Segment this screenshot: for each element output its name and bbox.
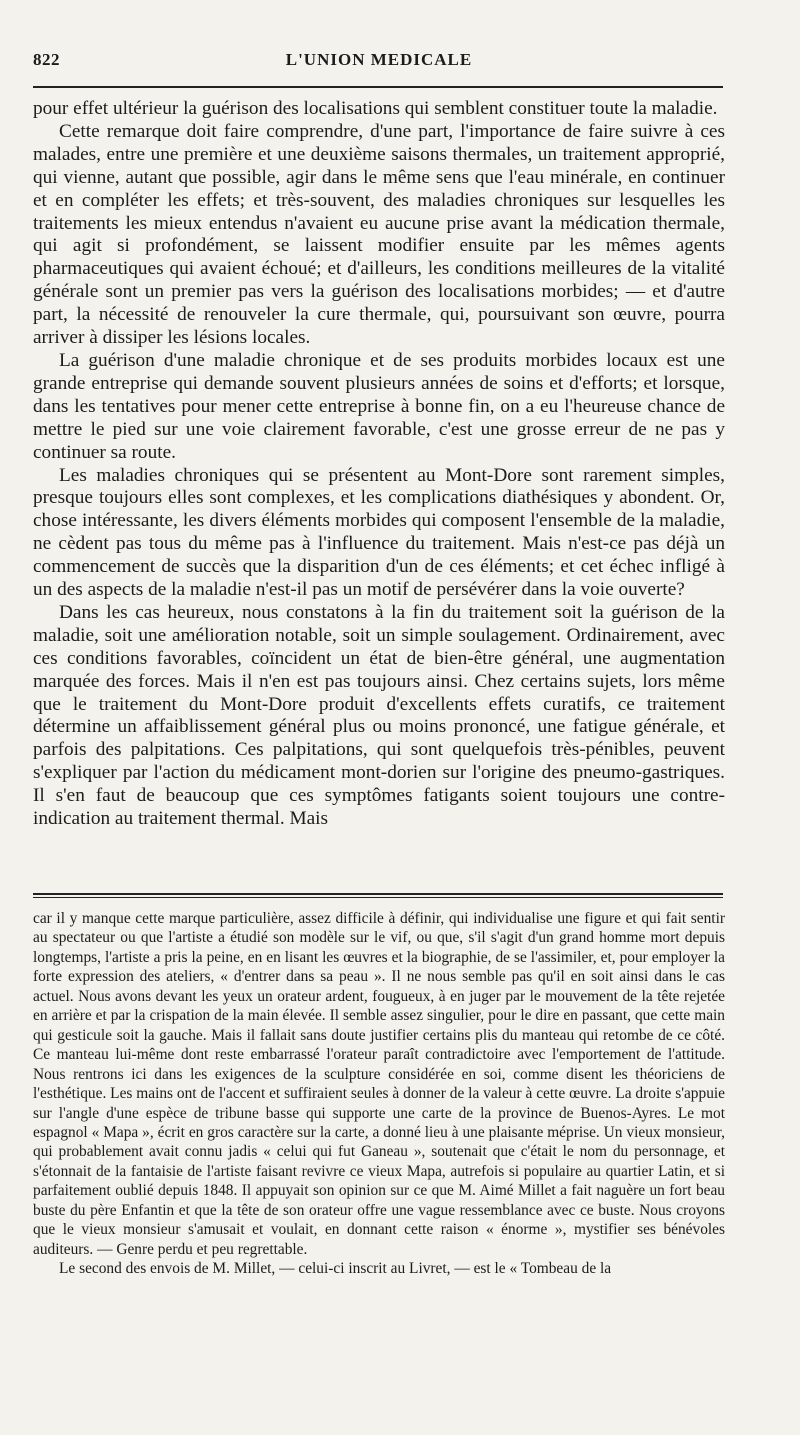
footnote-text [33, 909, 725, 1279]
body-paragraph: pour effet ultérieur la guérison des localisations qui semblent constituer toute la maladie. [33, 98, 718, 119]
body-paragraph: La guérison d'une maladie chronique et de ses produits morbides locaux est une grande entreprise qui demande souvent plusieurs années de soins et d'efforts; et lorsque, dans les tentatives pour mener cette entreprise à bonne fin, on a eu l'heureuse chance de mettre le pied sur une voie clairement favorable, c'est une grosse erreur de ne pas y continuer sa route. [33, 349, 725, 463]
page-number: 822 [33, 50, 60, 69]
header-rule [33, 86, 723, 88]
footnote-separator-rule [33, 893, 723, 898]
body-paragraph: Cette remarque doit faire comprendre, d'une part, l'importance de faire suivre à ces malades, entre une première et une deuxième saisons thermales, un traitement approprié, qui vienne, autant que possible, agir dans le même sens que l'eau minérale, en continuer et en compléter les effets; et très-souvent, des maladies chroniques sur lesquelles les traitements les mieux entendus n'avaient eu aucune prise avant la médication thermale, qui agit si profondément, se laissent modifier ensuite par les mêmes agents pharmaceutiques qui avaient échoué; et d'ailleurs, les conditions meilleures de la vitalité générale sont un premier pas vers la guérison des localisations morbides; — et d'autre part, la nécessité de renouveler la cure thermale, qui, poursuivant son œuvre, pourra arriver à dissiper les lésions locales. [33, 120, 725, 349]
main-body-text [33, 98, 725, 831]
body-paragraph: Dans les cas heureux, nous constatons à la fin du traitement soit la guérison de la maladie, soit une amélioration notable, soit un simple soulagement. Ordinairement, avec ces conditions favorables, coïncident un état de bien-être général, une augmentation marquée des forces. Mais il n'en est pas toujours ainsi. Chez certains sujets, lors même que le traitement du Mont-Dore produit d'excellents effets curatifs, ce traitement détermine un affaiblissement général plus ou moins prononcé, une fatigue générale, et parfois des palpitations. Ces palpitations, qui sont quelquefois très-pénibles, peuvent s'expliquer par l'action du médicament mont-dorien sur l'origine des pneumo-gastriques. Il s'en faut de beaucoup que ces symptômes fatigants soient toujours une contre-indication au traitement thermal. Mais [33, 601, 725, 830]
footnote-paragraph: car il y manque cette marque particulière, assez difficile à définir, qui individualise une figure et qui fait sentir au spectateur ou que l'artiste a étudié son modèle sur le vif, ou que, s'il s'agit d'un grand homme mort depuis longtemps, l'artiste a pris la peine, en en lisant les œuvres et la biographie, de se l'assimiler, et, pour employer la forte expression des ateliers, « d'entrer dans sa peau ». Il ne nous semble pas qu'il en soit ainsi dans le cas actuel. Nous avons devant les yeux un orateur ardent, fougueux, à en juger par le mouvement de la tête rejetée en arrière et par la crispation de la main élevée. Il semble assez singulier, pour le dire en passant, que cette main qui gesticule soit la gauche. Mais il fallait sans doute justifier certains plis du manteau qui retombe de ce côté. Ce manteau lui-même dont reste embarrassé l'orateur paraît contradictoire avec l'emportement de l'attitude. Nous rentrons ici dans les exigences de la sculpture considérée en soi, comme disent les théoriciens de l'esthétique. Les mains ont de l'accent et suffiraient seules à donner de la valeur à cette œuvre. La droite s'appuie sur l'angle d'une espèce de tribune basse qui supporte une carte de la province de Buenos-Ayres. Le mot espagnol « Mapa », écrit en gros caractère sur la carte, a donné lieu à une plaisante méprise. Un vieux monsieur, qui probablement avait connu jadis « celui qui fut Ganeau », soutenait que c'était le nom du personnage, et s'étonnait de la fantaisie de l'artiste faisant revivre ce vieux Mapa, autrefois si populaire au quartier Latin, et si parfaitement oublié depuis 1848. Il appuyait son opinion sur ce que M. Aimé Millet a fait naguère un fort beau buste du père Enfantin et que la tête de son orateur offre une vague ressemblance avec ce buste. Nous croyons que le vieux monsieur s'amusait et voulait, en donnant cette raison « énorme », mystifier ses bénévoles auditeurs. — Genre perdu et peu regrettable. [33, 910, 725, 1258]
body-paragraph: Les maladies chroniques qui se présentent au Mont-Dore sont rarement simples, presque toujours elles sont complexes, et les complications diathésiques y abondent. Or, chose intéressante, les divers éléments morbides qui composent l'ensemble de la maladie, ne cèdent pas tous du même pas à l'influence du traitement. Mais n'est-ce pas déjà un commencement de succès que la disparition d'un de ces éléments; et cet échec infligé à un des aspects de la maladie n'est-il pas un motif de persévérer dans la voie ouverte? [33, 464, 725, 601]
running-title: L'UNION MEDICALE [285, 50, 473, 69]
footnote-paragraph: Le second des envois de M. Millet, — celui-ci inscrit au Livret, — est le « Tombeau de la [59, 1260, 612, 1278]
page-header [33, 50, 725, 76]
